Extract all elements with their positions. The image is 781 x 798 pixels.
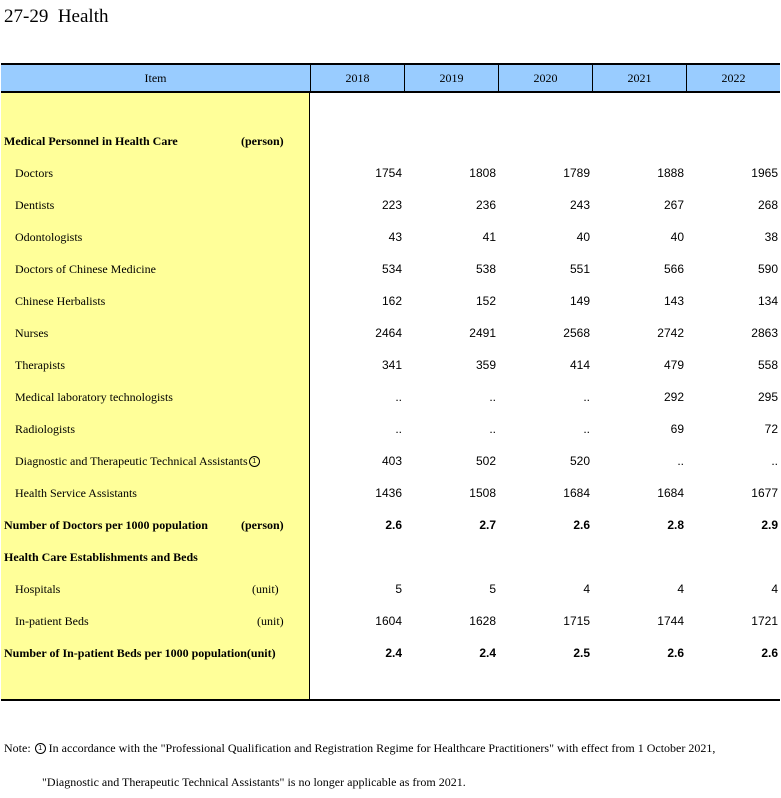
row-label-text: Nurses [15,326,49,340]
row-value: 2568 [563,326,590,340]
table-row [1,573,780,605]
row-value: .. [583,422,590,436]
row-value: .. [489,422,496,436]
row-label [15,317,48,349]
row-label [15,253,156,285]
row-value: 4 [771,582,778,596]
health-table [1,63,780,701]
row-value: 5 [395,582,402,596]
row-label [4,637,276,669]
row-value: 1754 [375,166,402,180]
row-value: 1684 [657,486,684,500]
row-unit: (unit) [257,614,284,628]
row-value: 295 [757,390,778,404]
row-value [406,541,496,573]
table-header [1,63,780,93]
row-value: 72 [764,422,778,436]
row-value [406,125,496,157]
table-bottom-border [1,699,780,701]
row-value: 69 [670,422,684,436]
row-label-text: Radiologists [15,422,76,436]
row-value: 1888 [657,166,684,180]
row-value: 1965 [751,166,778,180]
table-row [1,509,780,541]
row-label [15,413,75,445]
row-value: 2.5 [573,646,590,660]
row-value: 414 [569,358,590,372]
row-value: .. [771,454,778,468]
row-value: 2.6 [761,646,778,660]
table-row [1,253,780,285]
header-year: 2018 [310,65,404,91]
table-row [1,477,780,509]
row-value: 1677 [751,486,778,500]
row-label [4,509,208,541]
header-year: 2022 [686,65,780,91]
row-value: 2863 [751,326,778,340]
row-value: 268 [757,198,778,212]
row-value: 1508 [469,486,496,500]
row-value: 403 [381,454,402,468]
row-label-text: Hospitals [15,582,61,596]
row-label [15,349,65,381]
row-label [15,477,137,509]
row-value [594,125,684,157]
header-item: Item [144,71,167,85]
row-value: 520 [569,454,590,468]
row-value: 143 [663,294,684,308]
row-value: 2491 [469,326,496,340]
row-value: 223 [381,198,402,212]
row-value: 566 [663,262,684,276]
row-label [15,605,89,637]
table-row [1,285,780,317]
row-value: 479 [663,358,684,372]
row-label-text: Doctors of Chinese Medicine [15,262,156,276]
row-label-text: Number of Doctors per 1000 population [4,518,208,532]
row-value: 359 [475,358,496,372]
row-label-text: Dentists [15,198,55,212]
note-text-2: "Diagnostic and Therapeutic Technical Assistants" is no longer applicable as from 2021. [42,775,466,789]
note-prefix: Note: [4,741,31,755]
row-label [15,285,105,317]
row-value: 590 [757,262,778,276]
row-value: 2.4 [385,646,402,660]
note-mark-icon: 1 [35,743,46,754]
note-line-1 [4,741,715,756]
row-value: 2.8 [667,518,684,532]
row-label [15,445,260,477]
row-value: 551 [569,262,590,276]
row-value: 40 [576,230,590,244]
header-year: 2020 [498,65,592,91]
row-label [15,573,60,605]
row-label-text: In-patient Beds [15,614,89,628]
row-value: 2.4 [479,646,496,660]
table-row [1,413,780,445]
row-value: 1684 [563,486,590,500]
row-label-text: Health Care Establishments and Beds [4,550,198,564]
row-value: 41 [482,230,496,244]
table-row [1,221,780,253]
row-value: 2.6 [667,646,684,660]
row-value: 5 [489,582,496,596]
row-value: 1628 [469,614,496,628]
table-row [1,349,780,381]
note-line-2 [42,775,466,790]
table-row [1,381,780,413]
row-value: 134 [757,294,778,308]
row-value: 1604 [375,614,402,628]
row-label-text: Medical laboratory technologists [15,390,173,404]
row-value: 1808 [469,166,496,180]
row-label-text: Health Service Assistants [15,486,137,500]
row-label-text: Chinese Herbalists [15,294,106,308]
row-value: .. [677,454,684,468]
row-value: 1721 [751,614,778,628]
header-year: 2019 [404,65,498,91]
row-value: .. [395,422,402,436]
row-value: 38 [764,230,778,244]
note-mark-icon: 1 [249,456,260,467]
row-value: 2.6 [573,518,590,532]
row-value: .. [489,390,496,404]
table-row [1,189,780,221]
header-year: 2021 [592,65,686,91]
page-title: 27-29 Health [4,6,109,27]
row-value: 2742 [657,326,684,340]
row-value [500,541,590,573]
row-value: 2.9 [761,518,778,532]
row-label-text: Medical Personnel in Health Care [4,134,178,148]
row-value: 267 [663,198,684,212]
table-row [1,317,780,349]
row-value: 292 [663,390,684,404]
table-row [1,637,780,669]
row-value [500,125,590,157]
row-label [4,125,178,157]
row-unit: (person) [241,134,284,148]
table-row [1,157,780,189]
row-value: 243 [569,198,590,212]
row-value: .. [583,390,590,404]
table-row [1,445,780,477]
row-value: 538 [475,262,496,276]
row-value [688,125,778,157]
row-value: 43 [388,230,402,244]
row-value [312,125,402,157]
row-value [594,541,684,573]
row-label-text: Odontologists [15,230,83,244]
row-value: 152 [475,294,496,308]
row-value [688,541,778,573]
row-label-text: Diagnostic and Therapeutic Technical Assistants [15,454,248,468]
row-unit: (person) [241,518,284,532]
row-value: 2.6 [385,518,402,532]
row-value: 1744 [657,614,684,628]
row-value: 4 [677,582,684,596]
row-value: 534 [381,262,402,276]
row-label [15,157,53,189]
row-label [15,221,82,253]
row-value: 2464 [375,326,402,340]
row-value: 1436 [375,486,402,500]
row-value: 558 [757,358,778,372]
row-value: 1715 [563,614,590,628]
row-value: 162 [381,294,402,308]
row-label [4,541,198,573]
row-unit: (unit) [252,582,279,596]
row-value: 149 [569,294,590,308]
note-text-1: In accordance with the "Professional Qualification and Registration Regime for Healthcare Practitioners" with effect from 1 October 2021, [48,741,716,755]
row-value: 2.7 [479,518,496,532]
row-label-text: Doctors [15,166,53,180]
row-value: 40 [670,230,684,244]
row-value: 341 [381,358,402,372]
row-label-text: Number of In-patient Beds per 1000 population(unit) [4,646,276,660]
row-value: 1789 [563,166,590,180]
table-row [1,125,780,157]
row-label [15,381,173,413]
row-label-text: Therapists [15,358,65,372]
row-label [15,189,54,221]
row-value [312,541,402,573]
row-value: 502 [475,454,496,468]
row-value: 4 [583,582,590,596]
row-value: 236 [475,198,496,212]
table-row [1,605,780,637]
table-row [1,541,780,573]
row-value: .. [395,390,402,404]
